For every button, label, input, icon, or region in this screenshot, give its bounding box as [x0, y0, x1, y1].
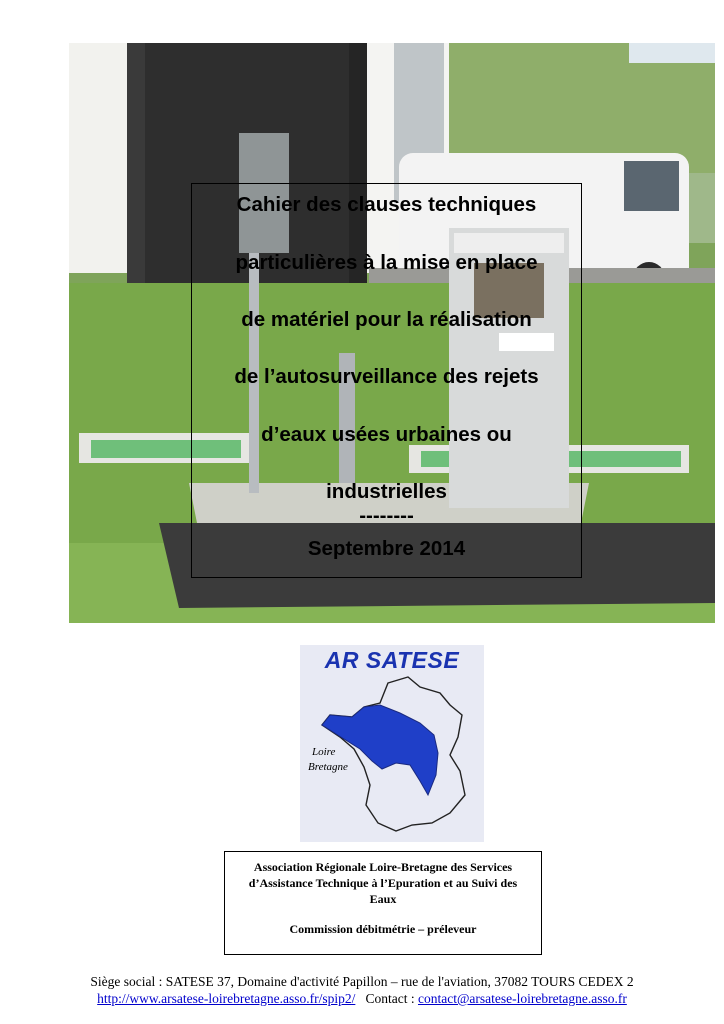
ar-satese-logo [300, 645, 484, 842]
title-separator: -------- [359, 504, 414, 527]
document-date: Septembre 2014 [307, 537, 466, 560]
website-link[interactable]: http://www.arsatese-loirebretagne.asso.fr/spip2/ [97, 991, 356, 1006]
association-box [224, 851, 542, 955]
footer-address: Siège social : SATESE 37, Domaine d'activité Papillon – rue de l'aviation, 37082 TOURS CEDEX 2 [90, 974, 634, 989]
france-map-icon [300, 645, 484, 842]
title-line-6: industrielles [326, 480, 447, 503]
association-commission: Commission débitmétrie – préleveur [289, 922, 477, 936]
title-line-1: Cahier des clauses techniques [236, 193, 537, 216]
logo-region-label-2: Bretagne [308, 761, 348, 773]
title-line-5: d’eaux usées urbaines ou [261, 423, 512, 446]
title-line-4: de l’autosurveillance des rejets [234, 365, 539, 388]
title-line-2: particulières à la mise en place [235, 251, 538, 274]
title-line-3: de matériel pour la réalisation [241, 308, 532, 331]
footer-links [0, 991, 724, 1007]
logo-region-label-1: Loire [312, 746, 336, 758]
logo-title: AR SATESE [324, 647, 460, 673]
title-box [191, 183, 582, 578]
contact-email-link[interactable]: contact@arsatese-loirebretagne.asso.fr [417, 991, 627, 1006]
contact-label: Contact : [365, 991, 415, 1006]
association-name: Association Régionale Loire-Bretagne des Services d’Assistance Technique à l’Epuration et au Suivi des Eaux [248, 860, 518, 906]
